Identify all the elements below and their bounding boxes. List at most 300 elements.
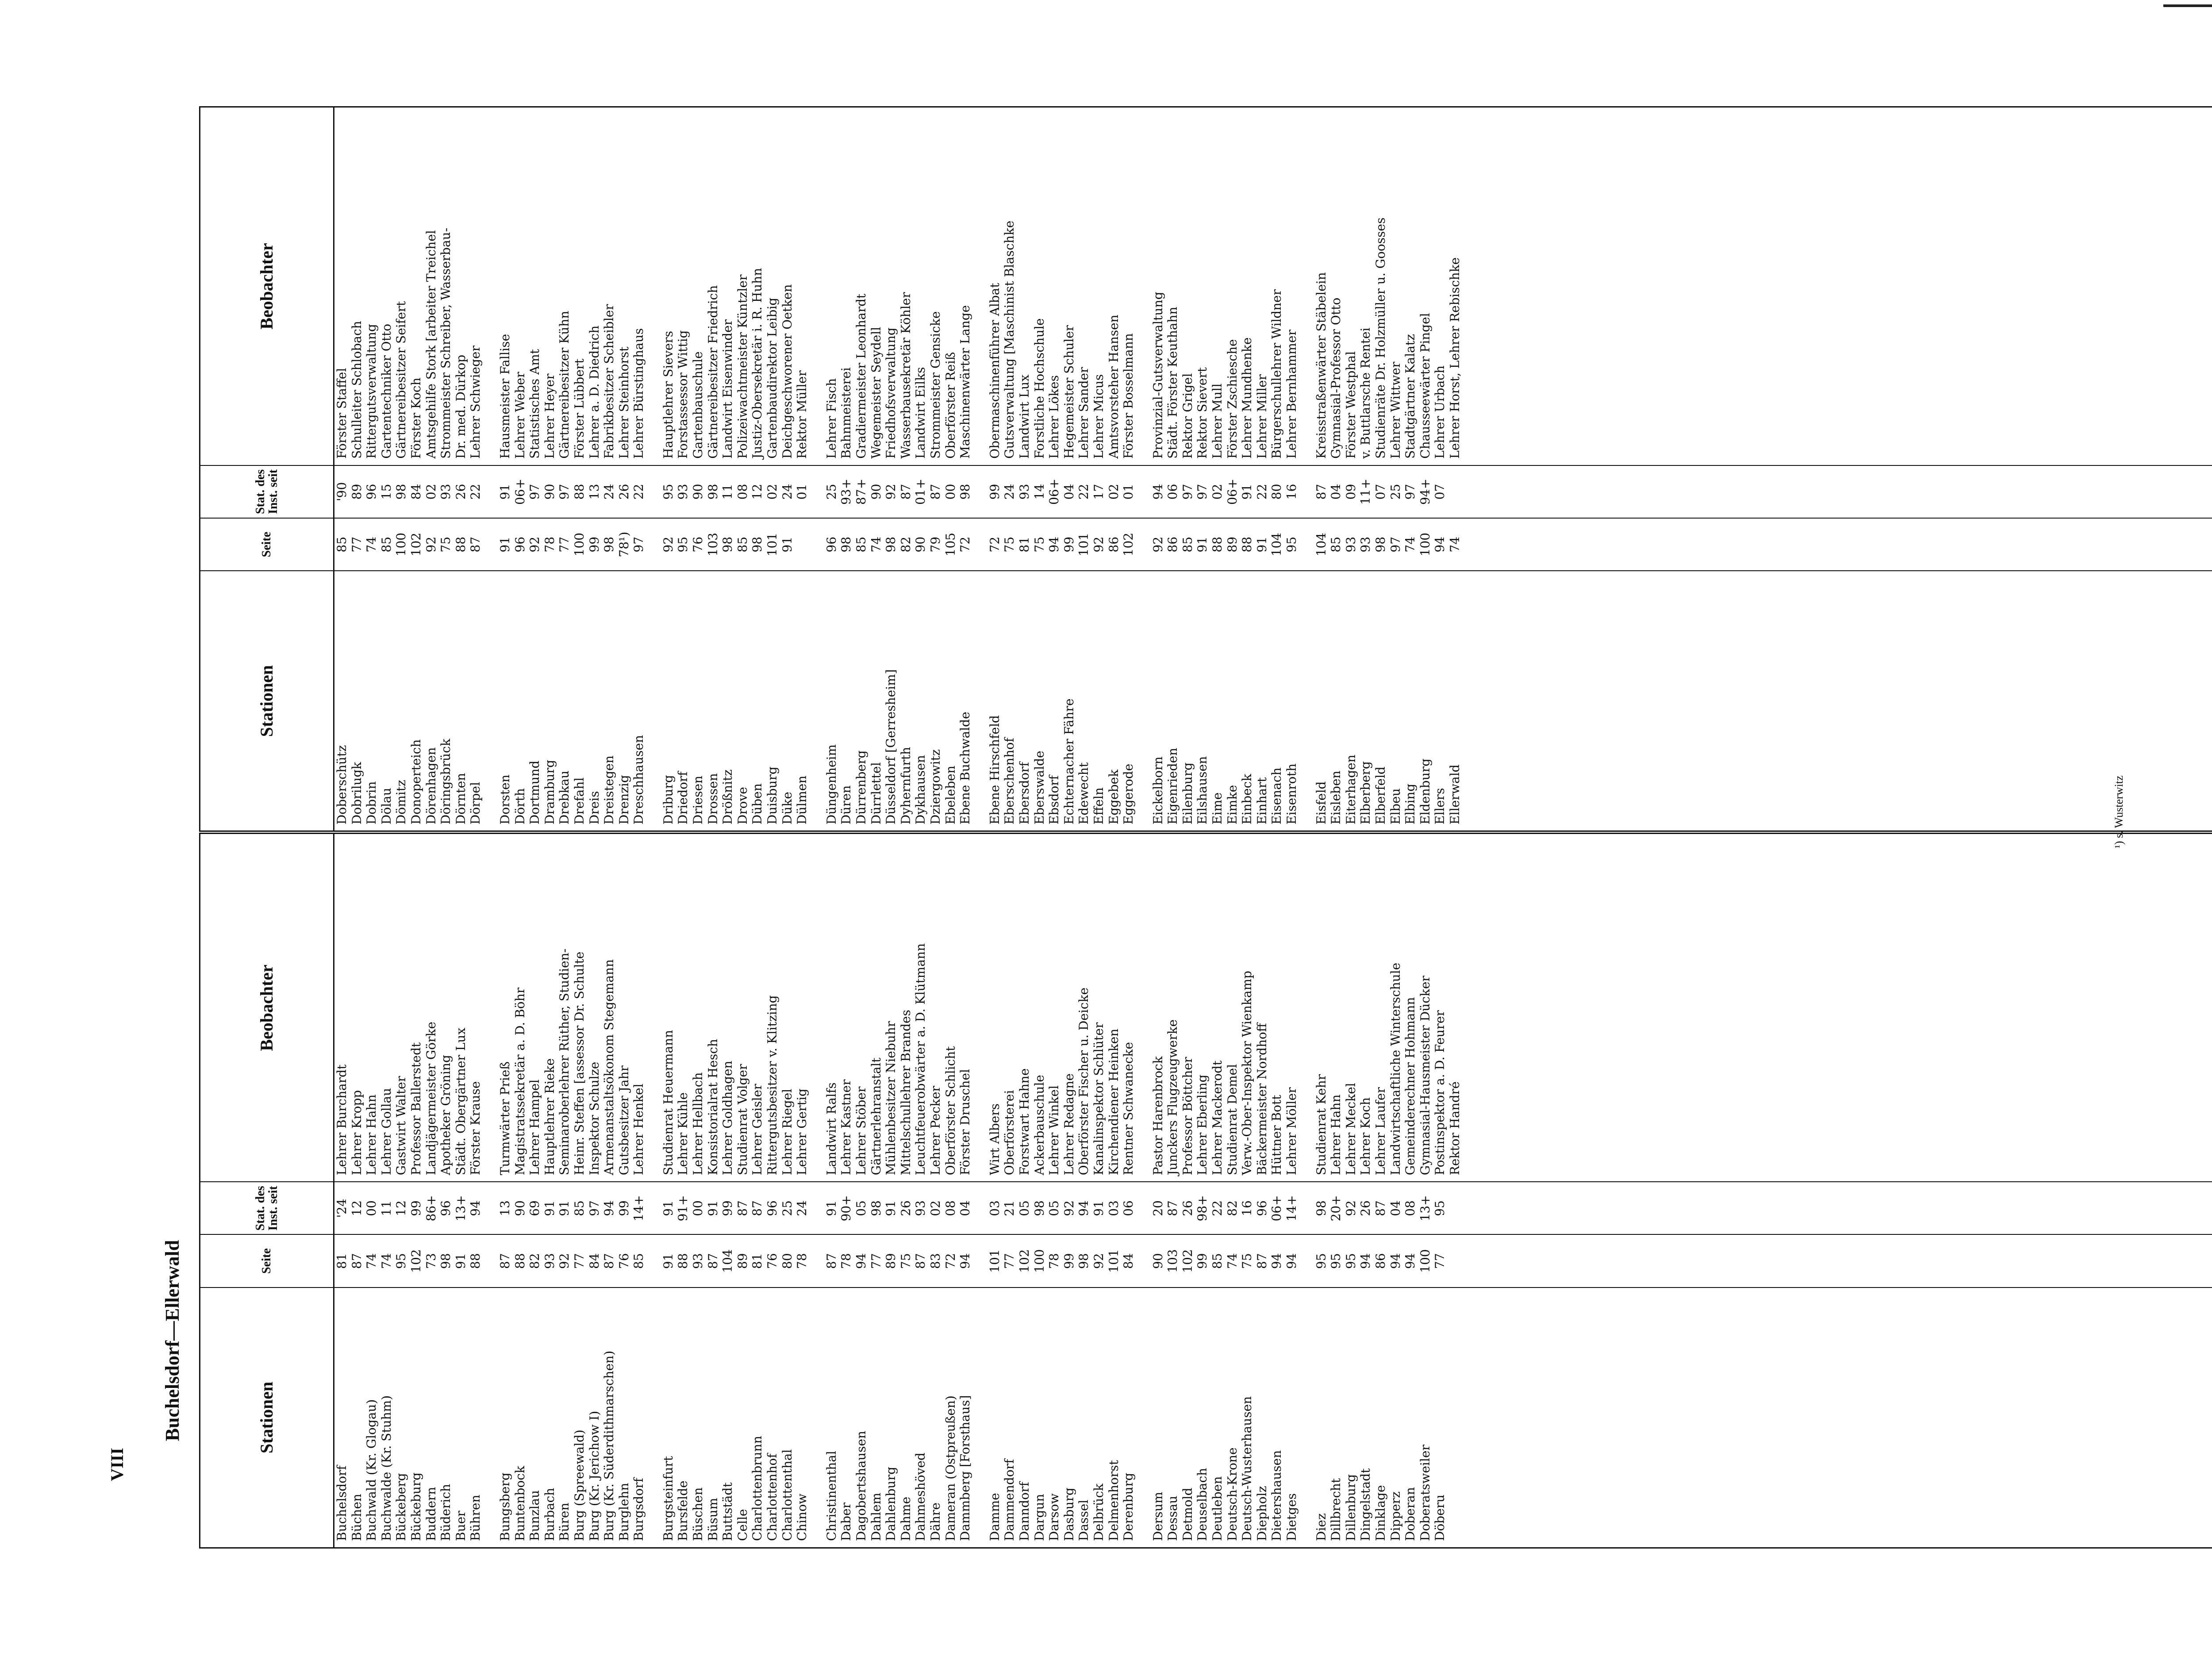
station-name: Dyhernfurth — [898, 747, 913, 825]
beobachter-name: Lehrer Laufer — [1373, 1087, 1388, 1176]
group-separator — [1136, 1235, 1151, 1287]
stat-year: 00 — [364, 1200, 379, 1216]
stat-year: 25 — [780, 1200, 795, 1216]
station-name: Eiterhagen — [1343, 754, 1358, 825]
group-separator — [1136, 1288, 1151, 1547]
beobachter-name: Landwirt Eilks — [913, 367, 928, 459]
beobachter-name: Kanalinspektor Schlüter — [1091, 1022, 1106, 1176]
beobachter-name: Lehrer Mull — [1210, 383, 1225, 459]
stat-year: 87 — [1313, 484, 1329, 500]
stat-year: 94+ — [1417, 478, 1432, 505]
station-name: Dürrlettel — [868, 762, 883, 825]
seite-value: 94 — [1284, 1253, 1299, 1269]
seite-value: 100 — [1032, 1249, 1047, 1273]
seite-value: 77 — [557, 536, 572, 553]
seite-value: 83 — [928, 1253, 943, 1269]
beobachter-name: Landwirt Ralfs — [824, 1082, 839, 1176]
stat-year: 05 — [1047, 1200, 1062, 1216]
station-name: Effeln — [1091, 787, 1106, 825]
beobachter-name: Gastwirt Walter — [394, 1076, 409, 1176]
group-separator — [646, 1235, 661, 1287]
stat-year: 91 — [883, 1200, 899, 1216]
station-name: Burg (Kr. Jerichow I) — [587, 1410, 602, 1541]
station-name: Buchwald (Kr. Glogau) — [364, 1399, 379, 1541]
seite-value: 85 — [1329, 536, 1344, 553]
stat-year: 96 — [765, 1200, 780, 1216]
beobachter-name: Schulleiter Schlobach — [349, 321, 364, 459]
group-separator — [483, 1235, 498, 1287]
station-name: Driesen — [691, 776, 706, 825]
group-separator — [810, 1288, 824, 1547]
group-separator — [1136, 519, 1151, 570]
seite-value: 99 — [1195, 1253, 1210, 1269]
station-name: Dipperz — [1388, 1491, 1403, 1541]
beobachter-name: Rektor Handré — [1447, 1081, 1462, 1176]
seite-value: 99 — [1061, 536, 1076, 553]
station-name: Bühren — [468, 1495, 483, 1541]
group-separator — [646, 466, 661, 518]
stat-year: 82 — [1225, 1200, 1240, 1216]
stat-year: 86+ — [423, 1195, 438, 1222]
seite-value: 78 — [542, 536, 557, 553]
seite-value: 97 — [1388, 536, 1403, 553]
station-name: Eisleben — [1329, 770, 1344, 825]
seite-value: 75 — [898, 1253, 913, 1269]
group-separator — [1136, 108, 1151, 465]
beobachter-name: Professor Ballerstedt — [408, 1042, 423, 1176]
stat-year: 04 — [958, 1200, 973, 1216]
group-separator — [810, 1182, 824, 1234]
seite-value: 79 — [928, 536, 943, 553]
station-name: Bungsberg — [497, 1472, 512, 1541]
table-header-row — [200, 107, 334, 1548]
beobachter-name: Lehrer Henkel — [631, 1084, 646, 1176]
station-name: Bursfelde — [676, 1480, 691, 1541]
seite-value: 95 — [676, 536, 691, 553]
header-beobachter-left: Beobachter — [200, 832, 334, 1182]
beobachter-name: Hauptlehrer Rieke — [542, 1058, 557, 1176]
station-name: Eigenrieden — [1165, 748, 1180, 825]
stat-year: 87 — [898, 484, 913, 500]
beobachter-name: Städt. Obergärtner Lux — [453, 1027, 468, 1176]
station-name: Driburg — [661, 775, 676, 825]
beobachter-name: Studienrat Heuermann — [661, 1030, 676, 1176]
seite-value: 88 — [1210, 536, 1225, 553]
station-name: Dammendorf — [1002, 1459, 1017, 1541]
stat-year: 26 — [453, 484, 468, 500]
stat-year: 96 — [438, 1200, 453, 1216]
station-name: Einbeck — [1240, 773, 1255, 825]
stat-year: 97 — [1403, 484, 1418, 500]
seite-value: 93 — [542, 1253, 557, 1269]
stat-year: 85 — [572, 1200, 587, 1216]
stat-year: 13+ — [1417, 1195, 1432, 1222]
seite-value: 88 — [676, 1253, 691, 1269]
station-name: Büschen — [691, 1487, 706, 1541]
group-separator — [1136, 834, 1151, 1181]
station-name: Düren — [839, 785, 854, 825]
beobachter-name: Förster Zschiesche — [1225, 339, 1240, 459]
station-name: Bückeberg — [394, 1473, 409, 1541]
stat-year: 02 — [1106, 484, 1121, 500]
beobachter-name: Amtsvorsteher Hansen — [1106, 315, 1121, 459]
header-stationen-right: Stationen — [200, 571, 334, 832]
beobachter-name: Gutsbesitzer Jahr — [616, 1065, 631, 1176]
seite-value: 78 — [795, 1253, 810, 1269]
stat-year: 06 — [1121, 1200, 1136, 1216]
stat-year: 13+ — [453, 1195, 468, 1222]
station-name: Dörth — [512, 788, 527, 825]
station-name: Delmenhorst — [1106, 1460, 1121, 1541]
station-name: Dömitz — [394, 780, 409, 825]
beobachter-name: Hausmeister Fallise — [497, 334, 512, 459]
stat-year: 03 — [987, 1200, 1002, 1216]
stat-year: 22 — [468, 484, 483, 500]
station-name: Bunzlau — [527, 1490, 542, 1541]
station-name: Ebene Hirschfeld — [987, 715, 1002, 825]
seite-value: 76 — [616, 1253, 631, 1269]
stat-year: '90 — [334, 482, 349, 502]
scan-edge-mark — [2163, 4, 2212, 7]
beobachter-name: Konsistorialrat Hesch — [705, 1039, 720, 1176]
stat-year: 24 — [795, 1200, 810, 1216]
seite-value: 95 — [1329, 1253, 1344, 1269]
seite-value: 77 — [1432, 1253, 1448, 1269]
seite-value: 75 — [1240, 1253, 1255, 1269]
station-name: Eickelborn — [1150, 756, 1165, 825]
stat-year: 98 — [958, 484, 973, 500]
beobachter-name: Förster Bosselmann — [1121, 333, 1136, 459]
station-name: Dagobertshausen — [854, 1430, 868, 1541]
seite-value: 84 — [1121, 1253, 1136, 1269]
beobachter-name: Landwirt Eisenwinder — [720, 319, 735, 459]
beobachter-name: Apotheker Gröning — [438, 1055, 453, 1176]
stat-year: 02 — [1210, 484, 1225, 500]
station-name: Eisenroth — [1284, 763, 1299, 825]
beobachter-name: Provinzial-Gutsverwaltung — [1150, 292, 1165, 459]
stat-year: 94 — [602, 1200, 617, 1216]
station-name: Burgsteinfurt — [661, 1456, 676, 1541]
seite-value: 95 — [1343, 1253, 1358, 1269]
station-name: Dinklage — [1373, 1485, 1388, 1541]
beobachter-name: Lehrer Heyer — [542, 373, 557, 459]
station-name: Echternacher Fähre — [1061, 698, 1076, 825]
beobachter-name: Kirchendiener Heinken — [1106, 1028, 1121, 1176]
beobachter-name: Forstassessor Wittig — [676, 330, 691, 459]
stat-year: 13 — [497, 1200, 512, 1216]
station-name: Delbrück — [1091, 1484, 1106, 1541]
seite-value: 94 — [1047, 536, 1062, 553]
group-separator — [973, 466, 987, 518]
seite-value: 95 — [1284, 536, 1299, 553]
seite-value: 80 — [780, 1253, 795, 1269]
station-name: Eisenach — [1269, 767, 1284, 825]
stat-year: 08 — [943, 1200, 958, 1216]
stat-year: 87 — [750, 1200, 765, 1216]
station-name: Daber — [839, 1502, 854, 1541]
stat-year: 93 — [1017, 484, 1032, 500]
stat-year: 97 — [557, 484, 572, 500]
stat-year: 03 — [1106, 1200, 1121, 1216]
station-name: Drove — [735, 787, 750, 825]
beobachter-name: Mühlenbesitzer Niebuhr — [883, 1021, 899, 1176]
group-separator — [1299, 834, 1314, 1181]
beobachter-name: Förster Koch — [408, 377, 423, 459]
beobachter-name: Lehrer Winkel — [1047, 1085, 1062, 1176]
seite-value: 92 — [1091, 536, 1106, 553]
beobachter-name: Strommeister Gensicke — [928, 311, 943, 459]
stat-year: 01 — [1121, 484, 1136, 500]
group-separator — [483, 834, 498, 1181]
station-name: Dietershausen — [1269, 1450, 1284, 1541]
stations-table — [199, 106, 2212, 1549]
group-separator — [646, 834, 661, 1181]
seite-value: 92 — [1150, 536, 1165, 553]
seite-value: 97 — [631, 536, 646, 553]
station-name: Döberu — [1432, 1494, 1448, 1541]
stat-year: 22 — [1254, 484, 1269, 500]
beobachter-name: Gemeinderechner Hohmann — [1403, 997, 1418, 1176]
stat-year: 06 — [1165, 484, 1180, 500]
stat-year: 98+ — [1195, 1195, 1210, 1222]
stat-year: 69 — [527, 1200, 542, 1216]
seite-value: 72 — [987, 536, 1002, 553]
stat-year: 24 — [1002, 484, 1017, 500]
station-name: Dörnten — [453, 773, 468, 825]
column-beobachter-right — [334, 107, 2212, 465]
station-name: Dürrenberg — [854, 750, 868, 825]
seite-value: 85 — [854, 536, 868, 553]
group-separator — [646, 571, 661, 830]
beobachter-name: Wasserbausekretär Köhler — [898, 292, 913, 459]
seite-value: 94 — [1269, 1253, 1284, 1269]
stat-year: 87 — [1165, 1200, 1180, 1216]
stat-year: 89 — [349, 484, 364, 500]
beobachter-name: Magistratssekretär a. D. Böhr — [512, 987, 527, 1176]
beobachter-name: Lehrer Stöber — [854, 1086, 868, 1176]
stat-year: 00 — [691, 1200, 706, 1216]
station-name: Büchen — [349, 1494, 364, 1541]
beobachter-name: Verw.-Ober-Inspektor Wienkamp — [1240, 971, 1255, 1176]
stat-year: 02 — [423, 484, 438, 500]
seite-value: 94 — [1432, 536, 1448, 553]
beobachter-name: Rektor Grigel — [1180, 373, 1195, 459]
seite-value: 76 — [691, 536, 706, 553]
beobachter-name: Forstliche Hochschule — [1032, 318, 1047, 459]
stat-year: 87 — [1373, 1200, 1388, 1216]
station-name: Dorsten — [497, 774, 512, 825]
group-separator — [1299, 1288, 1314, 1547]
group-separator — [973, 571, 987, 830]
stat-year: 06+ — [1047, 478, 1062, 505]
beobachter-name: Lehrer Steinhorst — [616, 346, 631, 459]
station-name: Dziergowitz — [928, 749, 943, 825]
station-name: Dreis — [587, 791, 602, 825]
group-separator — [1299, 466, 1314, 518]
seite-value: 90 — [913, 536, 928, 553]
station-name: Charlottenbrunn — [750, 1436, 765, 1541]
beobachter-name: v. Buttlarsche Rentei — [1358, 327, 1373, 459]
beobachter-name: Gradiermeister Leonhardt — [854, 293, 868, 459]
stat-year: 91 — [497, 484, 512, 500]
stat-year: 08 — [735, 484, 750, 500]
station-name: Bückeburg — [408, 1472, 423, 1541]
beobachter-name: Gartentechniker Otto — [379, 323, 394, 459]
beobachter-name: Lehrer Hellbach — [691, 1072, 706, 1176]
station-name: Dammberg [Forsthaus] — [958, 1395, 973, 1541]
seite-value: 98 — [720, 536, 735, 553]
station-name: Christinenthal — [824, 1451, 839, 1541]
station-name: Donoperteich — [408, 739, 423, 825]
column-stat-right — [334, 465, 2212, 518]
stat-year: 04 — [1388, 1200, 1403, 1216]
seite-value: 86 — [1106, 536, 1121, 553]
station-name: Deutsch-Wusterhausen — [1240, 1396, 1255, 1541]
seite-value: 98 — [1373, 536, 1388, 553]
station-name: Edewecht — [1076, 762, 1091, 825]
beobachter-name: Hegemeister Schuler — [1061, 325, 1076, 459]
station-name: Dasburg — [1061, 1487, 1076, 1541]
stat-year: 22 — [1210, 1200, 1225, 1216]
station-name: Elbeu — [1388, 788, 1403, 825]
stat-year: 02 — [928, 1200, 943, 1216]
seite-value: 77 — [572, 1253, 587, 1269]
station-name: Dähre — [928, 1502, 943, 1541]
stat-year: 11 — [379, 1200, 394, 1216]
stat-year: 20+ — [1329, 1195, 1344, 1222]
stat-year: 13 — [587, 484, 602, 500]
beobachter-name: Lehrer Goldhagen — [720, 1061, 735, 1176]
table-body-row — [334, 107, 2212, 1548]
stat-year: 99 — [616, 1200, 631, 1216]
beobachter-name: Rektor Müller — [795, 370, 810, 459]
station-name: Detmold — [1180, 1487, 1195, 1541]
stat-year — [1448, 1182, 1463, 1234]
seite-value: 94 — [1403, 1253, 1418, 1269]
beobachter-name: Rektor Sievert — [1195, 367, 1210, 459]
stat-year: 07 — [1432, 484, 1448, 500]
beobachter-name: Oberförsterei — [1002, 1090, 1017, 1176]
seite-value: 93 — [1358, 536, 1373, 553]
beobachter-name: Gartenbaudirektor Leibig — [765, 297, 780, 459]
station-name: Düke — [780, 792, 795, 825]
stat-year: 25 — [824, 484, 839, 500]
seite-value: 78¹) — [616, 531, 631, 557]
station-name: Drebkau — [557, 770, 572, 825]
station-name: Dingelstadt — [1358, 1468, 1373, 1541]
stat-year: 94 — [1150, 484, 1165, 500]
stat-year: 17 — [1091, 484, 1106, 500]
station-name: Doberatsweiler — [1417, 1445, 1432, 1541]
beobachter-name: Bahnmeisterei — [839, 367, 854, 459]
station-name: Chinow — [795, 1493, 810, 1541]
seite-value: 77 — [1002, 1253, 1017, 1269]
seite-value: 74 — [1447, 536, 1462, 553]
seite-value: 100 — [572, 532, 587, 557]
stat-year: 92 — [883, 484, 899, 500]
group-separator — [483, 519, 498, 570]
seite-value: 87 — [468, 536, 483, 553]
beobachter-name: Studienrat Demel — [1225, 1064, 1240, 1176]
beobachter-name: Turmwärter Prieß — [497, 1061, 512, 1176]
stat-year: 06+ — [1269, 1195, 1284, 1222]
beobachter-name: Dr. med. Dürkop — [453, 354, 468, 459]
station-name: Dykhausen — [913, 755, 928, 825]
stat-year: 11 — [720, 484, 735, 500]
stat-year: 91 — [557, 1200, 572, 1216]
seite-value: 88 — [1240, 536, 1255, 553]
group-separator — [973, 1182, 987, 1234]
header-stationen-left: Stationen — [200, 1288, 334, 1548]
group-separator — [1136, 571, 1151, 830]
seite-value: 92 — [1091, 1253, 1106, 1269]
seite-value: 91 — [1195, 536, 1210, 553]
stat-year: 87 — [928, 484, 943, 500]
station-name: Buchwalde (Kr. Stuhm) — [379, 1395, 394, 1541]
stat-year: 99 — [720, 1200, 735, 1216]
station-name: Damme — [987, 1493, 1002, 1541]
station-name: Dramburg — [542, 760, 557, 825]
stat-year: 98 — [868, 1200, 883, 1216]
seite-value: 85 — [735, 536, 750, 553]
beobachter-name: Lehrer Bernhammer — [1284, 329, 1299, 459]
seite-value: 73 — [423, 1253, 438, 1269]
seite-value: 100 — [1417, 1249, 1432, 1273]
seite-value: 74 — [364, 1253, 379, 1269]
seite-value: 88 — [512, 1253, 527, 1269]
beobachter-name: Justiz-Obersekretär i. R. Huhn — [750, 268, 765, 459]
column-seite-left — [334, 1235, 2212, 1288]
beobachter-name: Lehrer Miller — [1254, 374, 1269, 459]
beobachter-name: Professor Böttcher — [1180, 1057, 1195, 1176]
station-name: Dahme — [898, 1496, 913, 1541]
station-name: Düsseldorf [Gerresheim] — [883, 669, 899, 825]
beobachter-name: Lehrer Schwieger — [468, 346, 483, 459]
column-stationen-left — [334, 1288, 2212, 1548]
beobachter-name: Lehrer Micus — [1091, 374, 1106, 459]
station-name: Diez — [1313, 1513, 1329, 1541]
station-name: Ebsdorf — [1047, 775, 1062, 825]
station-name: Eilshausen — [1195, 756, 1210, 825]
station-name: Duisburg — [765, 766, 780, 825]
station-name: Eilenburg — [1180, 762, 1195, 825]
beobachter-name: Lehrer Meckel — [1343, 1083, 1358, 1176]
stat-year: 00 — [943, 484, 958, 500]
station-name: Dölau — [379, 788, 394, 825]
beobachter-name: Lehrer Kropp — [349, 1090, 364, 1176]
seite-value: 92 — [661, 536, 676, 553]
beobachter-name: Lehrer Kühle — [676, 1092, 691, 1176]
station-name: Charlottenthal — [780, 1449, 795, 1541]
beobachter-name: Lehrer Fisch — [824, 378, 839, 459]
beobachter-name: Kreisstraßenwärter Stäbelein — [1313, 272, 1329, 459]
seite-value: 85 — [379, 536, 394, 553]
seite-value: 96 — [512, 536, 527, 553]
station-name: Drefahl — [572, 777, 587, 825]
header-beobachter-right: Beobachter — [200, 107, 334, 465]
beobachter-name: Lehrer Gertig — [795, 1088, 810, 1176]
group-separator — [1136, 466, 1151, 518]
beobachter-name: Förster Druschel — [958, 1069, 973, 1176]
seite-value: 75 — [1002, 536, 1017, 553]
seite-value: 104 — [720, 1249, 735, 1273]
seite-value: 74 — [379, 1253, 394, 1269]
station-name: Deuselbach — [1195, 1468, 1210, 1541]
group-separator — [810, 108, 824, 465]
stat-year: 87+ — [854, 478, 868, 505]
seite-value: 99 — [587, 536, 602, 553]
beobachter-name: Bäckermeister Nordhoff — [1254, 1023, 1269, 1176]
